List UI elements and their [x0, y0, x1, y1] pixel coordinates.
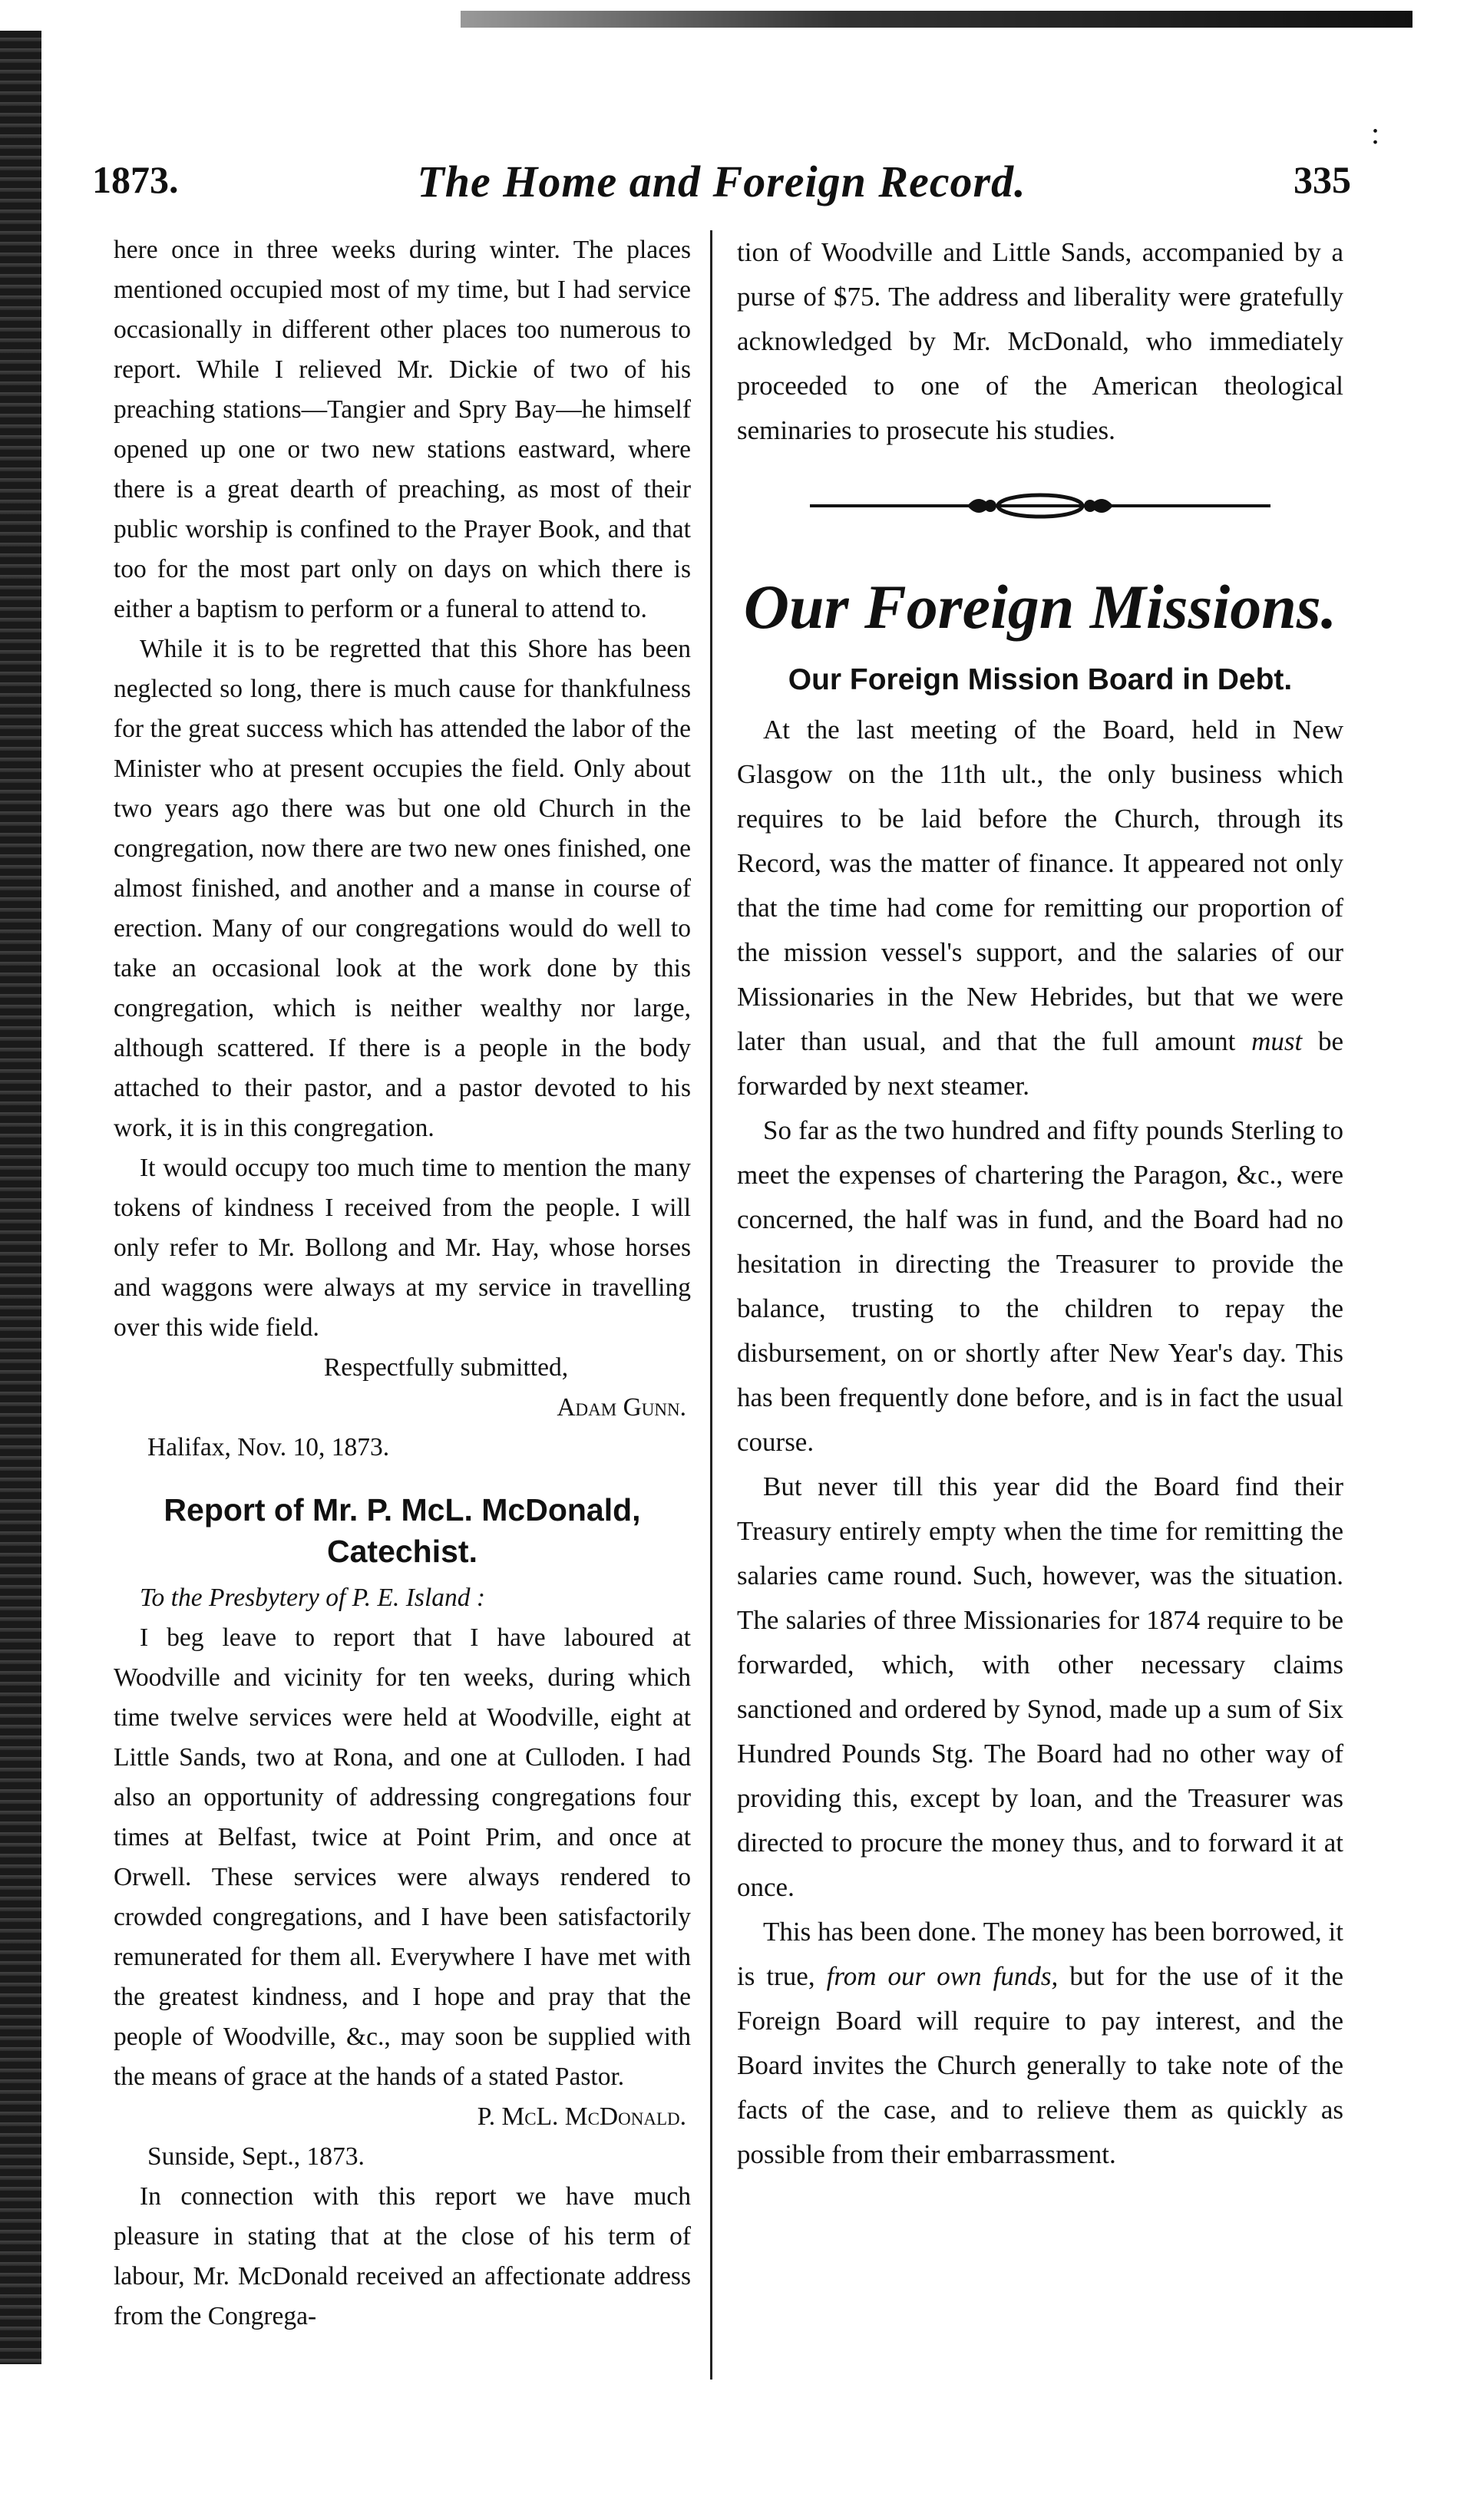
- paragraph: here once in three weeks during winter. The places mentioned occupied most of my time, but I had service occasionally in different other places too numerous to report. While I relieved Mr. Dickie of two of his preaching stations—Tangier and Spry Bay—he himself opened up one or two new stations eastward, where there is a great dearth of preaching, as most of their public worship is confined to the Prayer Book, and that too for the most part only on days on which there is either a baptism to perform or a funeral to attend to.: [114, 236, 691, 623]
- journal-title: The Home and Foreign Record.: [417, 157, 1026, 206]
- scan-top-edge: [461, 11, 1412, 28]
- ornament-divider: [737, 484, 1343, 528]
- header-year: 1873.: [92, 158, 179, 201]
- signature: Adam Gunn.: [557, 1393, 686, 1422]
- paragraph: tion of Woodville and Little Sands, accompanied by a purse of $75. The address and liberality were gratefully acknowledged by Mr. McDonald, who immediately proceeded to one of the American theological seminaries to prosecute his studies.: [737, 237, 1343, 445]
- left-column: [114, 230, 691, 2337]
- margin-mark: :: [1371, 116, 1380, 150]
- paragraph: But never till this year did the Board find their Treasury entirely empty when the time for remitting the salaries came round. Such, however, was the situation. The salaries of three Missionaries for 1874 require to be forwarded, which, with other necessary claims sanctioned and ordered by Synod, made up a sum of Six Hundred Pounds Stg. The Board had no other way of providing this, except by loan, and the Treasurer was directed to procure the money thus, and to forward it at once.: [737, 1471, 1343, 1902]
- paragraph: While it is to be regretted that this Shore has been neglected so long, there is much cause for thankfulness for the great success which has attended the labor of the Minister who at present occupies the field. Only about two years ago there was but one old Church in the congregation, now there are two new ones finished, one almost finished, and another and a manse in course of erection. Many of our congregations would do well to take an occasional look at the work done by this congregation, which is neither wealthy nor large, although scattered. If there is a people in the body attached to their pastor, and a pastor devoted to his work, it is in this congregation.: [114, 635, 691, 1142]
- salutation: To the Presbytery of P. E. Island :: [140, 1584, 486, 1612]
- paragraph: I beg leave to report that I have laboured at Woodville and vicinity for ten weeks, during which time twelve services were held at Woodville, eight at Little Sands, two at Rona, and one at Culloden. I had also an opportunity of addressing congregations four times at Belfast, twice at Point Prim, and once at Orwell. These services were always rendered to crowded congregations, and I have been satisfactorily remunerated for them all. Everywhere I have met with the greatest kindness, and I hope and pray that the people of Woodville, &c., may soon be supplied with the means of grace at the hands of a stated Pastor.: [114, 1623, 691, 2091]
- paragraph: In connection with this report we have much pleasure in stating that at the close of his term of labour, Mr. McDonald received an affectionate address from the Congrega-: [114, 2182, 691, 2330]
- right-column: [737, 230, 1343, 2177]
- paragraph: [737, 1910, 1343, 2177]
- section-title: Our Foreign Missions.: [743, 572, 1337, 642]
- signature: P. McL. McDonald.: [477, 2102, 686, 2131]
- dateline: Halifax, Nov. 10, 1873.: [147, 1433, 390, 1461]
- section-heading: Report of Mr. P. McL. McDonald, Catechist.: [164, 1492, 641, 1569]
- text-run: but for the use of it the Foreign Board will require to pay interest, and the Board invites the Church generally to take note of the facts of the case, and to relieve them as quickly as possible from their embarrassment.: [737, 1961, 1344, 2169]
- page-header: [92, 157, 1351, 211]
- page-number: 335: [1294, 158, 1351, 201]
- column-divider: [710, 230, 712, 2380]
- emphasis: must: [1251, 1026, 1303, 1056]
- paragraph: [737, 708, 1343, 1108]
- scan-edge-shadow: [0, 31, 41, 2364]
- paragraph: It would occupy too much time to mention the many tokens of kindness I received from the people. I will only refer to Mr. Bollong and Mr. Hay, whose horses and waggons were always at my service in travelling over this wide field.: [114, 1154, 691, 1342]
- subsection-heading: Our Foreign Mission Board in Debt.: [788, 663, 1293, 696]
- text-run: be forwarded by next steamer.: [737, 1026, 1344, 1101]
- dateline: Sunside, Sept., 1873.: [147, 2142, 365, 2171]
- text-run: This has been done. The money has been borrowed, it is true,: [737, 1917, 1343, 1991]
- emphasis: from our own funds,: [826, 1961, 1059, 1991]
- signoff: Respectfully submitted,: [323, 1353, 569, 1382]
- paragraph: So far as the two hundred and fifty pounds Sterling to meet the expenses of chartering the Paragon, &c., were concerned, the half was in fund, and the Board had no hesitation in directing the Treasurer to provide the balance, trusting to the children to repay the disbursement, on or shortly after New Year's day. This has been frequently done before, and is in fact the usual course.: [737, 1115, 1343, 1457]
- text-run: At the last meeting of the Board, held in New Glasgow on the 11th ult., the only business which requires to be laid before the Church, through its Record, was the matter of finance. It appeared not only that the time had come for remitting our proportion of the mission vessel's support, and the salaries of our Missionaries in the New Hebrides, but that we were later than usual, and that the full amount: [737, 715, 1343, 1056]
